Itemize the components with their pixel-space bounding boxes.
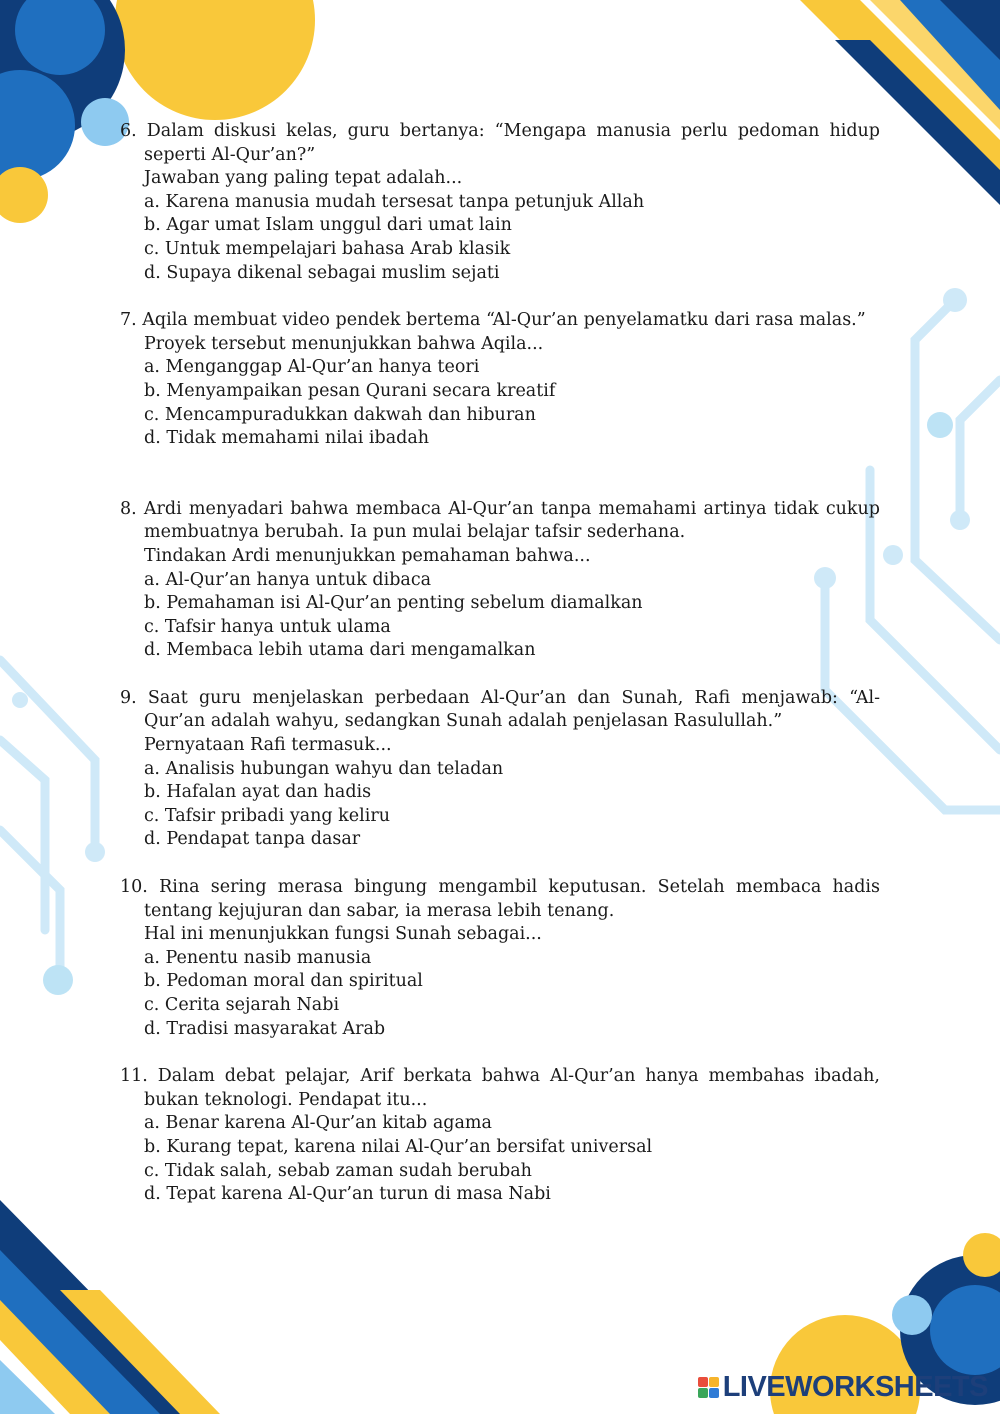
question-text	[120, 498, 880, 545]
question-stem: Dalam diskusi kelas, guru bertanya: “Mengapa manusia perlu pedoman hidup seperti Al-Qur’an?”	[144, 121, 880, 165]
question-number: 9.	[120, 687, 137, 708]
option-c[interactable]: c. Tafsir hanya untuk ulama	[144, 616, 391, 637]
option-c[interactable]: c. Mencampuradukkan dakwah dan hiburan	[144, 404, 536, 425]
question-9	[120, 687, 880, 852]
option-d[interactable]: d. Supaya dikenal sebagai muslim sejati	[144, 262, 500, 283]
option-d[interactable]: d. Tepat karena Al-Qur’an turun di masa Nabi	[144, 1184, 551, 1205]
question-text	[120, 309, 880, 333]
option-c[interactable]: c. Tidak salah, sebab zaman sudah berubah	[144, 1160, 532, 1181]
question-prompt: Proyek tersebut menunjukkan bahwa Aqila...	[144, 333, 544, 354]
option-a[interactable]: a. Al-Qur’an hanya untuk dibaca	[144, 569, 432, 590]
question-text	[120, 1065, 880, 1112]
option-a[interactable]: a. Penentu nasib manusia	[144, 947, 372, 968]
bottom-left-ornament	[0, 1200, 220, 1414]
question-number: 10.	[120, 877, 148, 898]
option-c[interactable]: c. Tafsir pribadi yang keliru	[144, 805, 390, 826]
worksheet-content	[120, 120, 880, 1231]
question-prompt: Pernyataan Rafi termasuk...	[144, 735, 392, 756]
question-stem: Ardi menyadari bahwa membaca Al-Qur’an tanpa memahami artinya tidak cukup membuatnya berubah. Ia pun mulai belajar tafsir sederhana.	[143, 498, 880, 543]
option-b[interactable]: b. Menyampaikan pesan Qurani secara kreatif	[144, 380, 556, 401]
question-7	[120, 309, 880, 451]
logo-text: LIVEWORKSHEETS	[722, 1371, 988, 1403]
option-a[interactable]: a. Karena manusia mudah tersesat tanpa petunjuk Allah	[144, 191, 645, 212]
option-d[interactable]: d. Tidak memahami nilai ibadah	[144, 428, 430, 449]
question-prompt: Hal ini menunjukkan fungsi Sunah sebagai...	[144, 924, 542, 945]
question-number: 7.	[120, 310, 137, 331]
question-6	[120, 120, 880, 285]
question-11	[120, 1065, 880, 1207]
question-10	[120, 876, 880, 1041]
liveworksheets-logo	[698, 1371, 988, 1404]
option-d[interactable]: d. Tradisi masyarakat Arab	[144, 1018, 386, 1039]
question-prompt: Tindakan Ardi menunjukkan pemahaman bahwa...	[144, 545, 591, 566]
option-d[interactable]: d. Membaca lebih utama dari mengamalkan	[144, 640, 536, 661]
option-b[interactable]: b. Kurang tepat, karena nilai Al-Qur’an bersifat universal	[144, 1136, 653, 1157]
question-number: 8.	[120, 498, 137, 519]
question-number: 11.	[120, 1066, 148, 1087]
question-stem: Aqila membuat video pendek bertema “Al-Qur’an penyelamatku dari rasa malas.”	[142, 310, 866, 331]
question-stem: Saat guru menjelaskan perbedaan Al-Qur’an dan Sunah, Rafi menjawab: “Al-Qur’an adalah wahyu, sedangkan Sunah adalah penjelasan Rasulullah.”	[144, 687, 880, 732]
question-stem: Dalam debat pelajar, Arif berkata bahwa Al-Qur’an hanya membahas ibadah, bukan teknologi. Pendapat itu...	[144, 1066, 880, 1110]
option-d[interactable]: d. Pendapat tanpa dasar	[144, 829, 361, 850]
option-b[interactable]: b. Pedoman moral dan spiritual	[144, 971, 423, 992]
question-prompt: Jawaban yang paling tepat adalah...	[144, 168, 463, 189]
option-b[interactable]: b. Hafalan ayat dan hadis	[144, 782, 372, 803]
option-a[interactable]: a. Benar karena Al-Qur’an kitab agama	[144, 1113, 492, 1134]
logo-square-red	[698, 1377, 708, 1387]
option-a[interactable]: a. Analisis hubungan wahyu dan teladan	[144, 758, 504, 779]
logo-square-blue	[709, 1388, 719, 1398]
question-text	[120, 120, 880, 167]
option-a[interactable]: a. Menganggap Al-Qur’an hanya teori	[144, 357, 480, 378]
option-b[interactable]: b. Agar umat Islam unggul dari umat lain	[144, 215, 512, 236]
logo-square-yellow	[709, 1377, 719, 1387]
question-text	[120, 876, 880, 923]
question-number: 6.	[120, 121, 137, 141]
option-c[interactable]: c. Untuk mempelajari bahasa Arab klasik	[144, 238, 511, 259]
question-text	[120, 687, 880, 734]
circuit-left	[0, 660, 95, 980]
question-8	[120, 498, 880, 663]
option-c[interactable]: c. Cerita sejarah Nabi	[144, 995, 340, 1015]
logo-square-green	[698, 1388, 708, 1398]
logo-mark-icon	[698, 1377, 719, 1398]
question-stem: Rina sering merasa bingung mengambil keputusan. Setelah membaca hadis tentang kejujuran dan sabar, ia merasa lebih tenang.	[144, 877, 880, 921]
option-b[interactable]: b. Pemahaman isi Al-Qur’an penting sebelum diamalkan	[144, 593, 643, 614]
